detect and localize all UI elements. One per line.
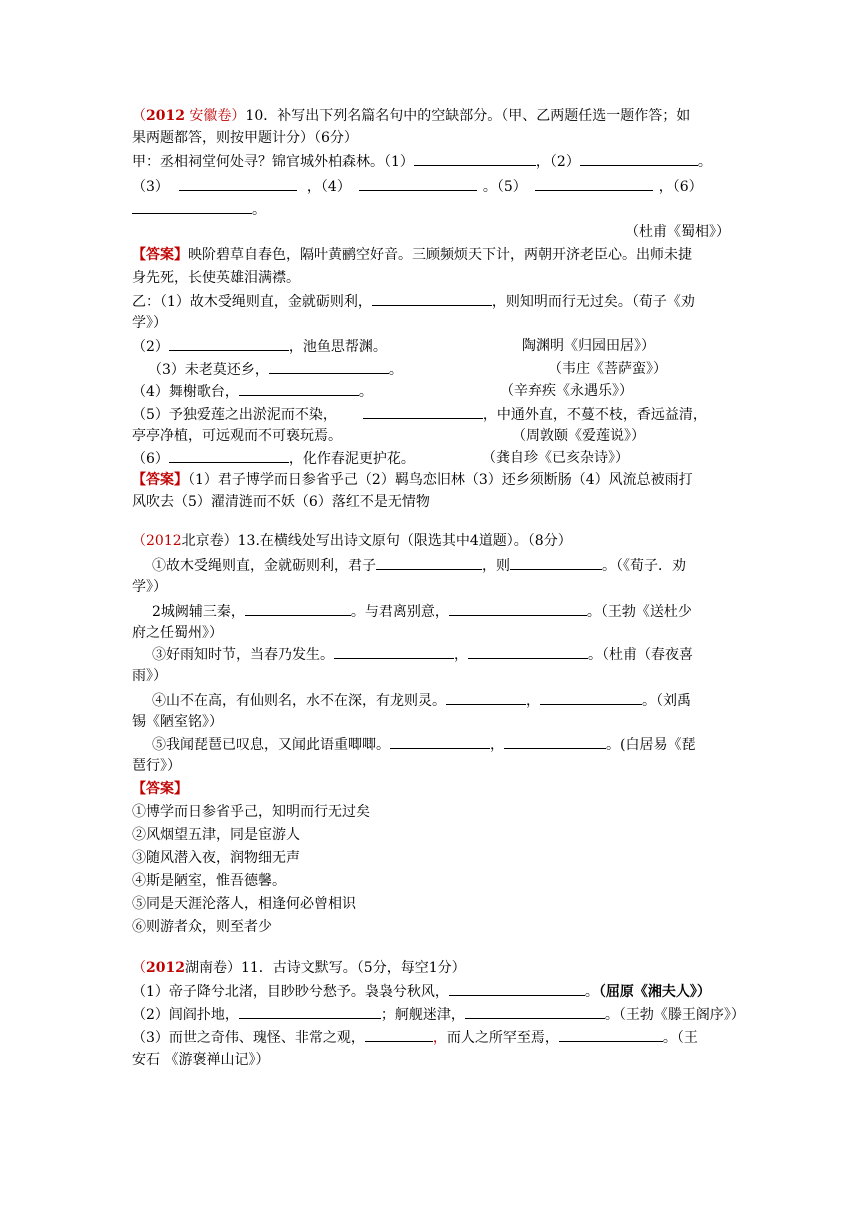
s2-q4: ④山不在高，有仙则名，水不在深，有龙则灵。 ， 。（刘禹 (132, 690, 750, 711)
answer-blank[interactable] (169, 336, 289, 351)
s1-yi-line-1: 乙：（1）故木受绳则直，金就砺则利， ，则知明而行无过矣。（荀子《劝 (132, 291, 730, 312)
s1-line-2: 果两题都答，则按甲题计分）（6分） (132, 130, 358, 146)
answer-blank[interactable] (239, 381, 359, 396)
s1-yi-line-8: （6） ，化作春泥更护花。 （龚自珍《已亥杂诗》） (132, 450, 629, 467)
s3-q2: （2）闾阎扑地， ；舸舰迷津， 。（王勃《滕王阁序》） (132, 1004, 730, 1025)
s2-q1: ①故木受绳则直，金就砺则利，君子 ，则 。（《荀子．劝 (132, 555, 750, 576)
s3-question-title: 11．古诗文默写。（5分，每空1分） (240, 960, 466, 976)
answer-blank[interactable] (540, 690, 642, 705)
s1-yi-line-2: 学》） (132, 315, 167, 331)
s1-line-5: 。 (132, 199, 730, 220)
answer-blank[interactable] (449, 601, 587, 616)
s1-yi-line-6: （5）予独爱莲之出淤泥而不染， ，中通外直，不蔓不枝，香远益清， (132, 404, 730, 425)
answer-blank[interactable] (414, 151, 536, 166)
s2-q2: 2城阙辅三秦， 。与君离别意， 。（王勃《送杜少 (132, 601, 750, 622)
answer-blank[interactable] (239, 1004, 381, 1019)
s2-q3: ③好雨知时节，当春乃发生。 ， 。（杜甫（春夜喜 (132, 644, 750, 665)
s2-answer-label (132, 779, 730, 799)
s1-line-4: （3） ，（4） 。（5） ，（6） (132, 176, 730, 197)
answer-blank[interactable] (334, 644, 454, 659)
s2-line-1 (132, 531, 730, 551)
answer-blank[interactable] (363, 404, 483, 419)
s1-yi-line-4: （3）未老莫还乡， 。 （韦庄《菩萨蛮》） (148, 361, 667, 378)
s2-answer-4: ④斯是陋室，惟吾德馨。 (132, 873, 286, 889)
answer-blank[interactable] (510, 555, 602, 570)
answer-blank[interactable] (468, 644, 588, 659)
s2-answer-6: ⑥则游者众，则至者少 (132, 919, 272, 935)
answer-blank[interactable] (269, 359, 389, 374)
s1-answer-line-2: 身先死，长使英雄泪满襟。 (132, 270, 300, 286)
answer-blank[interactable] (376, 555, 482, 570)
s2-source-year: （2012 (132, 533, 182, 549)
s2-answer-3: ③随风潜入夜，润物细无声 (132, 850, 300, 866)
s1-source-year: 2012 (146, 108, 185, 124)
answer-blank[interactable] (465, 1004, 605, 1019)
answer-label: 【答案】 (132, 781, 188, 797)
s1-citation: （杜甫《蜀相》） (625, 224, 730, 240)
answer-blank[interactable] (132, 199, 252, 214)
s1-source: 安徽卷） (184, 108, 246, 124)
s2-question-title: 13.在横线处写出诗文原句（限选其中4道题）。（8分） (237, 533, 572, 549)
s2-q4-cont: 锡《陋室铭》） (132, 714, 223, 730)
answer-blank[interactable] (390, 734, 490, 749)
answer-blank[interactable] (365, 1027, 433, 1042)
s2-q3-cont: 雨》） (132, 668, 167, 684)
s2-q2-cont: 府之任蜀州》） (132, 625, 223, 641)
s1-question-title: 10．补写出下列名篇名句中的空缺部分。（甲、乙两题任选一题作答；如 (245, 108, 691, 124)
s3-q3-cont: 安石 《游褒禅山记》） (132, 1052, 270, 1068)
s2-answer-2: ②风烟望五津，同是宦游人 (132, 827, 300, 843)
s1-answer2-line-2: 风吹去（5）濯清涟而不妖（6）落红不是无情物 (132, 494, 430, 510)
answer-label: 【答案】 (132, 472, 188, 488)
s1-line-1: （2012 安徽卷）10．补写出下列名篇名句中的空缺部分。（甲、乙两题任选一题作答；如 (132, 108, 691, 124)
answer-blank[interactable] (245, 601, 351, 616)
s2-q5-cont: 琶行》） (132, 758, 181, 774)
answer-blank[interactable] (559, 1027, 663, 1042)
answer-blank[interactable] (179, 176, 297, 191)
answer-label: 【答案】 (132, 247, 188, 263)
answer-blank[interactable] (449, 981, 585, 996)
answer-blank[interactable] (580, 151, 698, 166)
answer-blank[interactable] (504, 734, 606, 749)
s3-q3: （3）而世之奇伟、瑰怪、非常之观， ，而人之所罕至焉， 。（王 (132, 1027, 730, 1048)
s1-yi-line-5: （4）舞榭歌台， 。 （辛弃疾《永遇乐》） (132, 383, 633, 400)
s3-source: 湖南卷） (184, 960, 241, 976)
s2-source: 北京卷） (181, 533, 238, 549)
s3-q1: （1）帝子降兮北渚，目眇眇兮愁予。袅袅兮秋风， 。（屈原《湘夫人》） (132, 981, 730, 1002)
s3-line-1: （2012湖南卷）11．古诗文默写。（5分，每空1分） (132, 960, 466, 976)
answer-blank[interactable] (372, 291, 492, 306)
s2-answer-5: ⑤同是天涯沦落人，相逢何必曾相识 (132, 896, 356, 912)
s1-answer2-line-1: 【答案】（1）君子博学而日参省乎己（2）羁鸟恋旧林（3）还乡须断肠（4）风流总被雨打 (132, 472, 693, 488)
s2-answer-1: ①博学而日参省乎己，知明而行无过矣 (132, 804, 370, 820)
answer-blank[interactable] (535, 176, 653, 191)
s1-yi-line-7: 亭亭净植，可远观而不可亵玩焉。 （周敦颐《爱莲说》） (132, 428, 645, 444)
s2-q5: ⑤我闻琵琶已叹息，又闻此语重唧唧。 ， 。(白居易《琵 (132, 734, 750, 755)
answer-blank[interactable] (359, 176, 477, 191)
answer-blank[interactable] (169, 448, 289, 463)
s1-line-3: 甲：丞相祠堂何处寻？锦官城外柏森林。（1） ，（2） 。 (132, 151, 730, 172)
s1-yi-line-3: （2） ，池鱼思帮渊。 陶渊明《归园田居》） (132, 338, 655, 355)
s2-q1-cont: 学》） (132, 579, 167, 595)
answer-blank[interactable] (446, 690, 526, 705)
s1-answer-line-1: 【答案】映阶碧草自春色，隔叶黄鹂空好音。三顾频烦天下计，两朝开济老臣心。出师未捷 (132, 247, 692, 263)
